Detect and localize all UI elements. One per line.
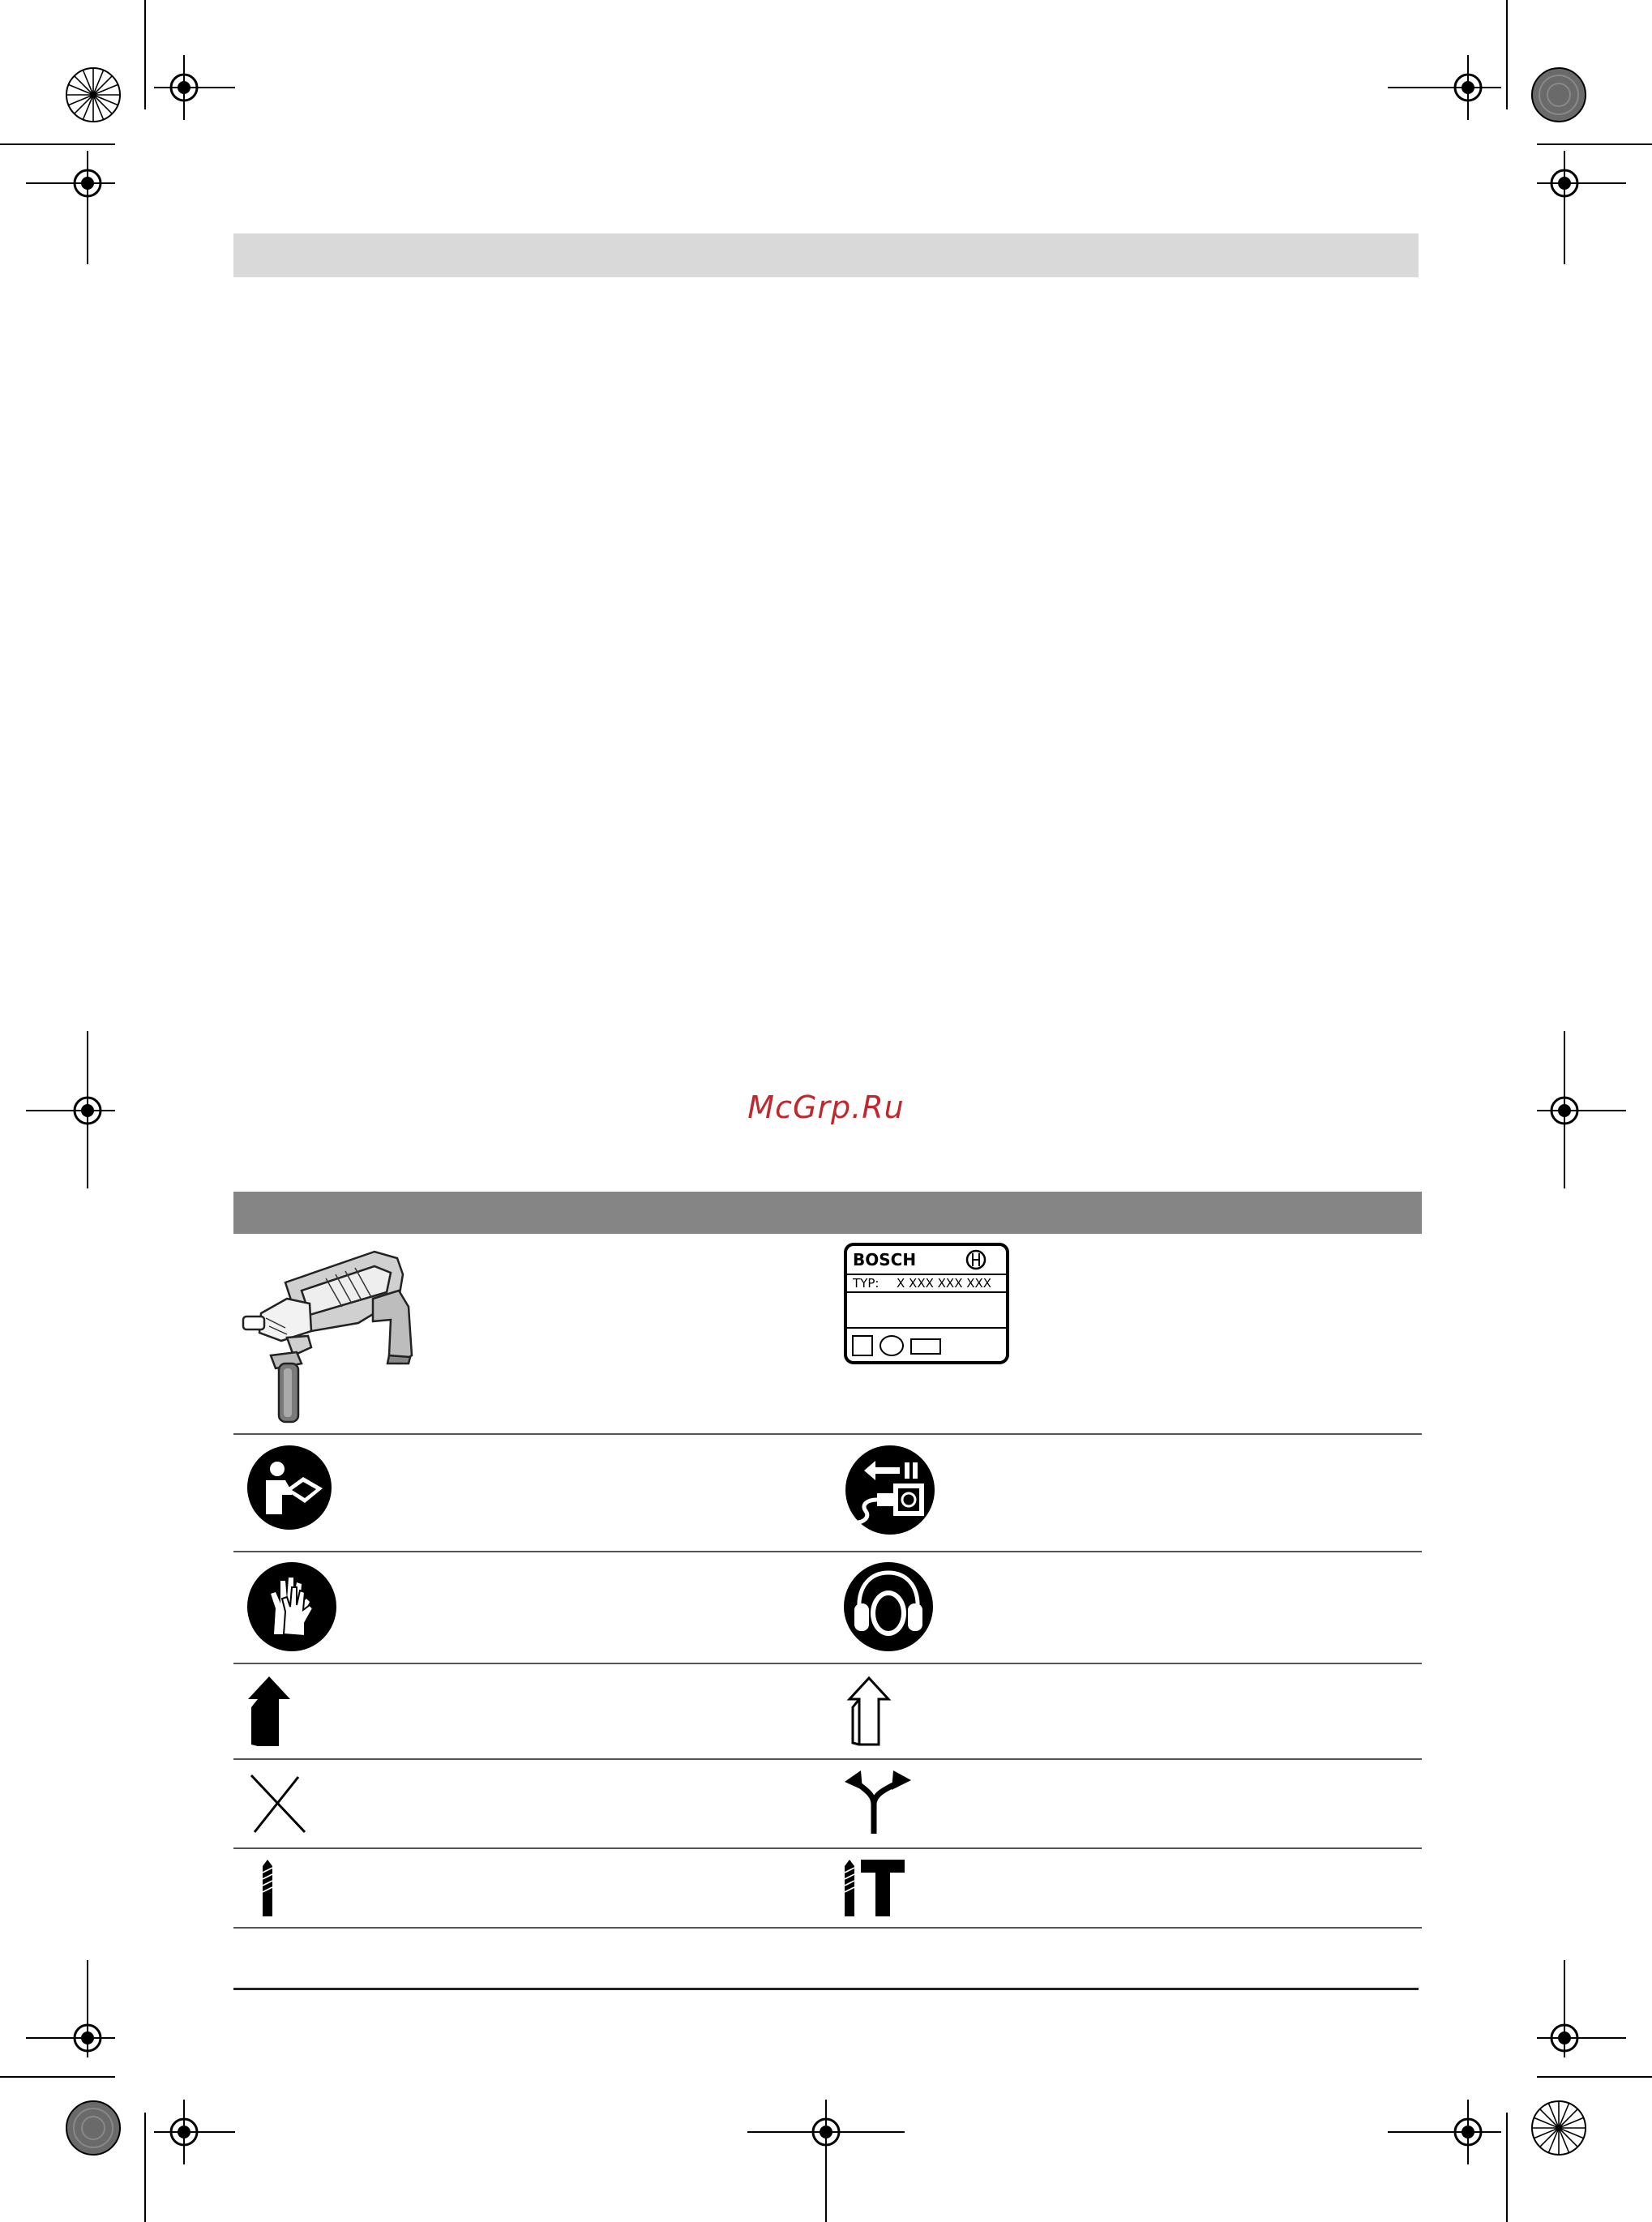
hammer-drill-illustration [237,1242,420,1428]
crosshair-target-icon [154,55,235,120]
gray-target-icon [65,2100,122,2156]
read-manual-icon [246,1445,332,1531]
radial-target-icon [65,66,122,123]
crop-line [1506,0,1508,109]
fork-arrows-icon [843,1769,913,1834]
crop-line [1537,2076,1652,2078]
table-header-band [233,1192,1422,1234]
nameplate-brand: BOSCH [853,1250,917,1269]
crosshair-target-icon [1388,55,1501,120]
wear-ear-protection-icon [843,1561,934,1652]
row-divider [233,1663,1422,1664]
watermark: McGrp.Ru [747,1090,905,1125]
crop-line [144,0,146,109]
radial-target-icon [1530,2100,1587,2156]
unplug-icon [843,1445,937,1535]
nameplate-icon [843,1242,1010,1365]
header-band [233,233,1419,277]
crosshair-target-icon [747,2100,905,2222]
gray-target-icon [1530,66,1587,123]
crosshair-target-icon [1388,2100,1501,2164]
row-divider [233,1927,1422,1929]
wear-gloves-icon [246,1561,337,1652]
crop-line [1537,143,1652,145]
filled-arrow-up-icon [246,1675,292,1748]
crosshair-target-icon [26,151,115,264]
nameplate-type-value: X XXX XXX XXX [897,1276,992,1291]
bottom-rule [233,1988,1419,1990]
cross-icon [248,1772,308,1835]
crosshair-target-icon [26,1960,115,2057]
crop-line [0,143,115,145]
row-divider [233,1847,1422,1849]
crosshair-target-icon [154,2100,235,2164]
row-divider [233,1551,1422,1552]
row-divider [233,1758,1422,1760]
crop-line [144,2113,146,2222]
crosshair-target-icon [1537,1960,1626,2057]
drill-bit-icon [259,1858,276,1918]
row-divider [233,1433,1422,1435]
outline-arrow-up-icon [845,1675,892,1748]
drill-hammer-mode-icon [841,1856,906,1918]
crop-line [0,2076,115,2078]
crop-line [1506,2113,1508,2222]
crosshair-target-icon [1537,151,1626,264]
nameplate-type-label: TYP: [853,1276,879,1291]
